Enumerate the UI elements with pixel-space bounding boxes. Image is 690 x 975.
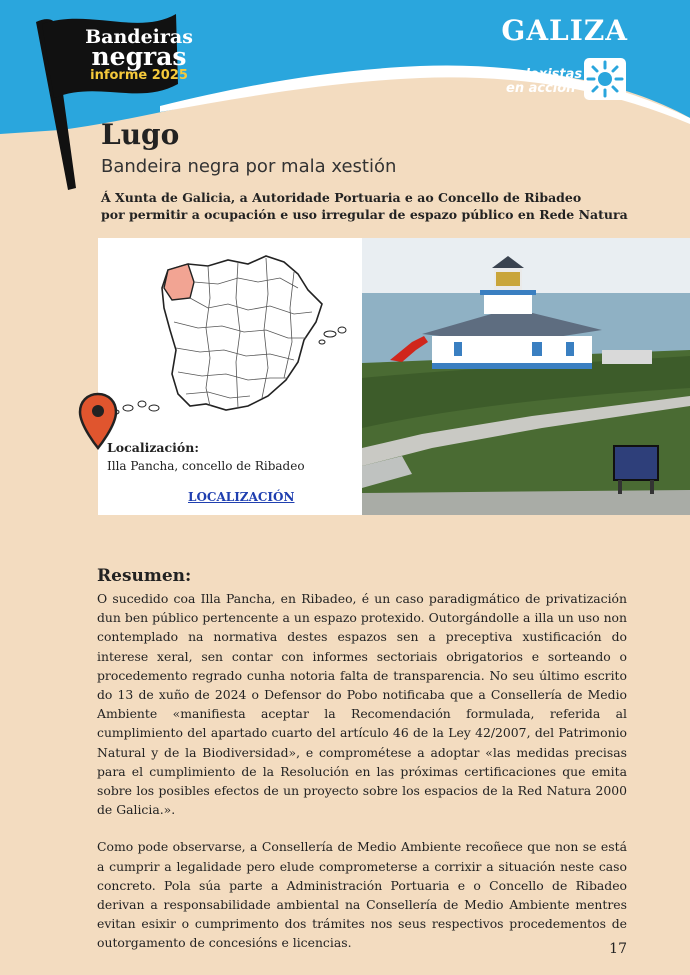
flag-text [84, 28, 194, 84]
flag-line-1: Bandeiras [85, 26, 193, 48]
lighthouse-illustration [362, 238, 690, 515]
summary-title: Resumen: [97, 566, 192, 586]
summary-paragraph-1: O sucedido coa Illa Pancha, en Ribadeo, é un caso paradigmático de privatización dun ben público pertencente a un espazo protexido. Outorgándolle a illa un uso non contemplado na normativa destes espazos sen a preceptiva xustificación do interese xeral, sen contar con informes sectoriais obrigatorios e sorteando o procedemento regrado cunha notoria falta de transparencia. No seu último escrito do 13 de xuño de 2024 o Defensor do Pobo notificaba que a Consellería de Medio Ambiente «manifiesta aceptar la Recomendación formulada, referida al cumplimiento del apartado cuarto del artículo 46 de la Ley 42/2007, del Patrimonio Natural y de la Biodiversidad», e comprométese a adoptar «las medidas precisas para el cumplimiento de la Resolución en las próximas certificaciones que emita sobre los posibles efectos de un proyecto sobre los espacios de la Red Natura 2000 de Galicia.». [97, 591, 627, 818]
page-number: 17 [609, 941, 627, 957]
brand-line-2: en acción [506, 81, 576, 96]
accused-line-2: por permitir a ocupación e uso irregular de espazo público en Rede Natura [101, 207, 628, 222]
location-value: Illa Pancha, concello de Ribadeo [107, 459, 305, 473]
ecoloxistas-logo [500, 58, 628, 102]
location-link[interactable]: LOCALIZACIÓN [188, 490, 295, 504]
location-label: Localización: [107, 440, 199, 455]
brand-text [500, 68, 582, 96]
flag-reason-subtitle: Bandeira negra por mala xestión [101, 156, 397, 177]
accused-parties [101, 189, 661, 223]
location-map-panel [98, 238, 362, 515]
flag-line-2: negras [91, 42, 187, 71]
flag-line-3: informe 2025 [90, 68, 188, 83]
accused-line-1: Á Xunta de Galicia, a Autoridade Portuaria e ao Concello de Ribadeo [101, 190, 582, 205]
iberia-map [98, 238, 362, 438]
summary-paragraph-2: Como pode observarse, a Consellería de Medio Ambiente recoñece que non se está a cumprir a legalidade pero elude comprometerse a corrixir a situación neste caso concreto. Pola súa parte a Administración Portuaria e o Concello de Ribadeo derivan a responsabilidade ambiental na Consellería de Medio Ambiente mentres evitan esixir o cumprimento dos trámites nos seus respectivos procedementos de outorgamento de concesións e licencias. [97, 839, 627, 951]
summary-body [97, 589, 627, 971]
map-pin-icon [78, 392, 118, 450]
province-title: Lugo [101, 118, 180, 151]
brand-line-1: ecoloxistas [500, 67, 583, 82]
sun-icon [584, 58, 626, 100]
lighthouse-photo [362, 238, 690, 515]
region-title: GALIZA [501, 14, 628, 47]
